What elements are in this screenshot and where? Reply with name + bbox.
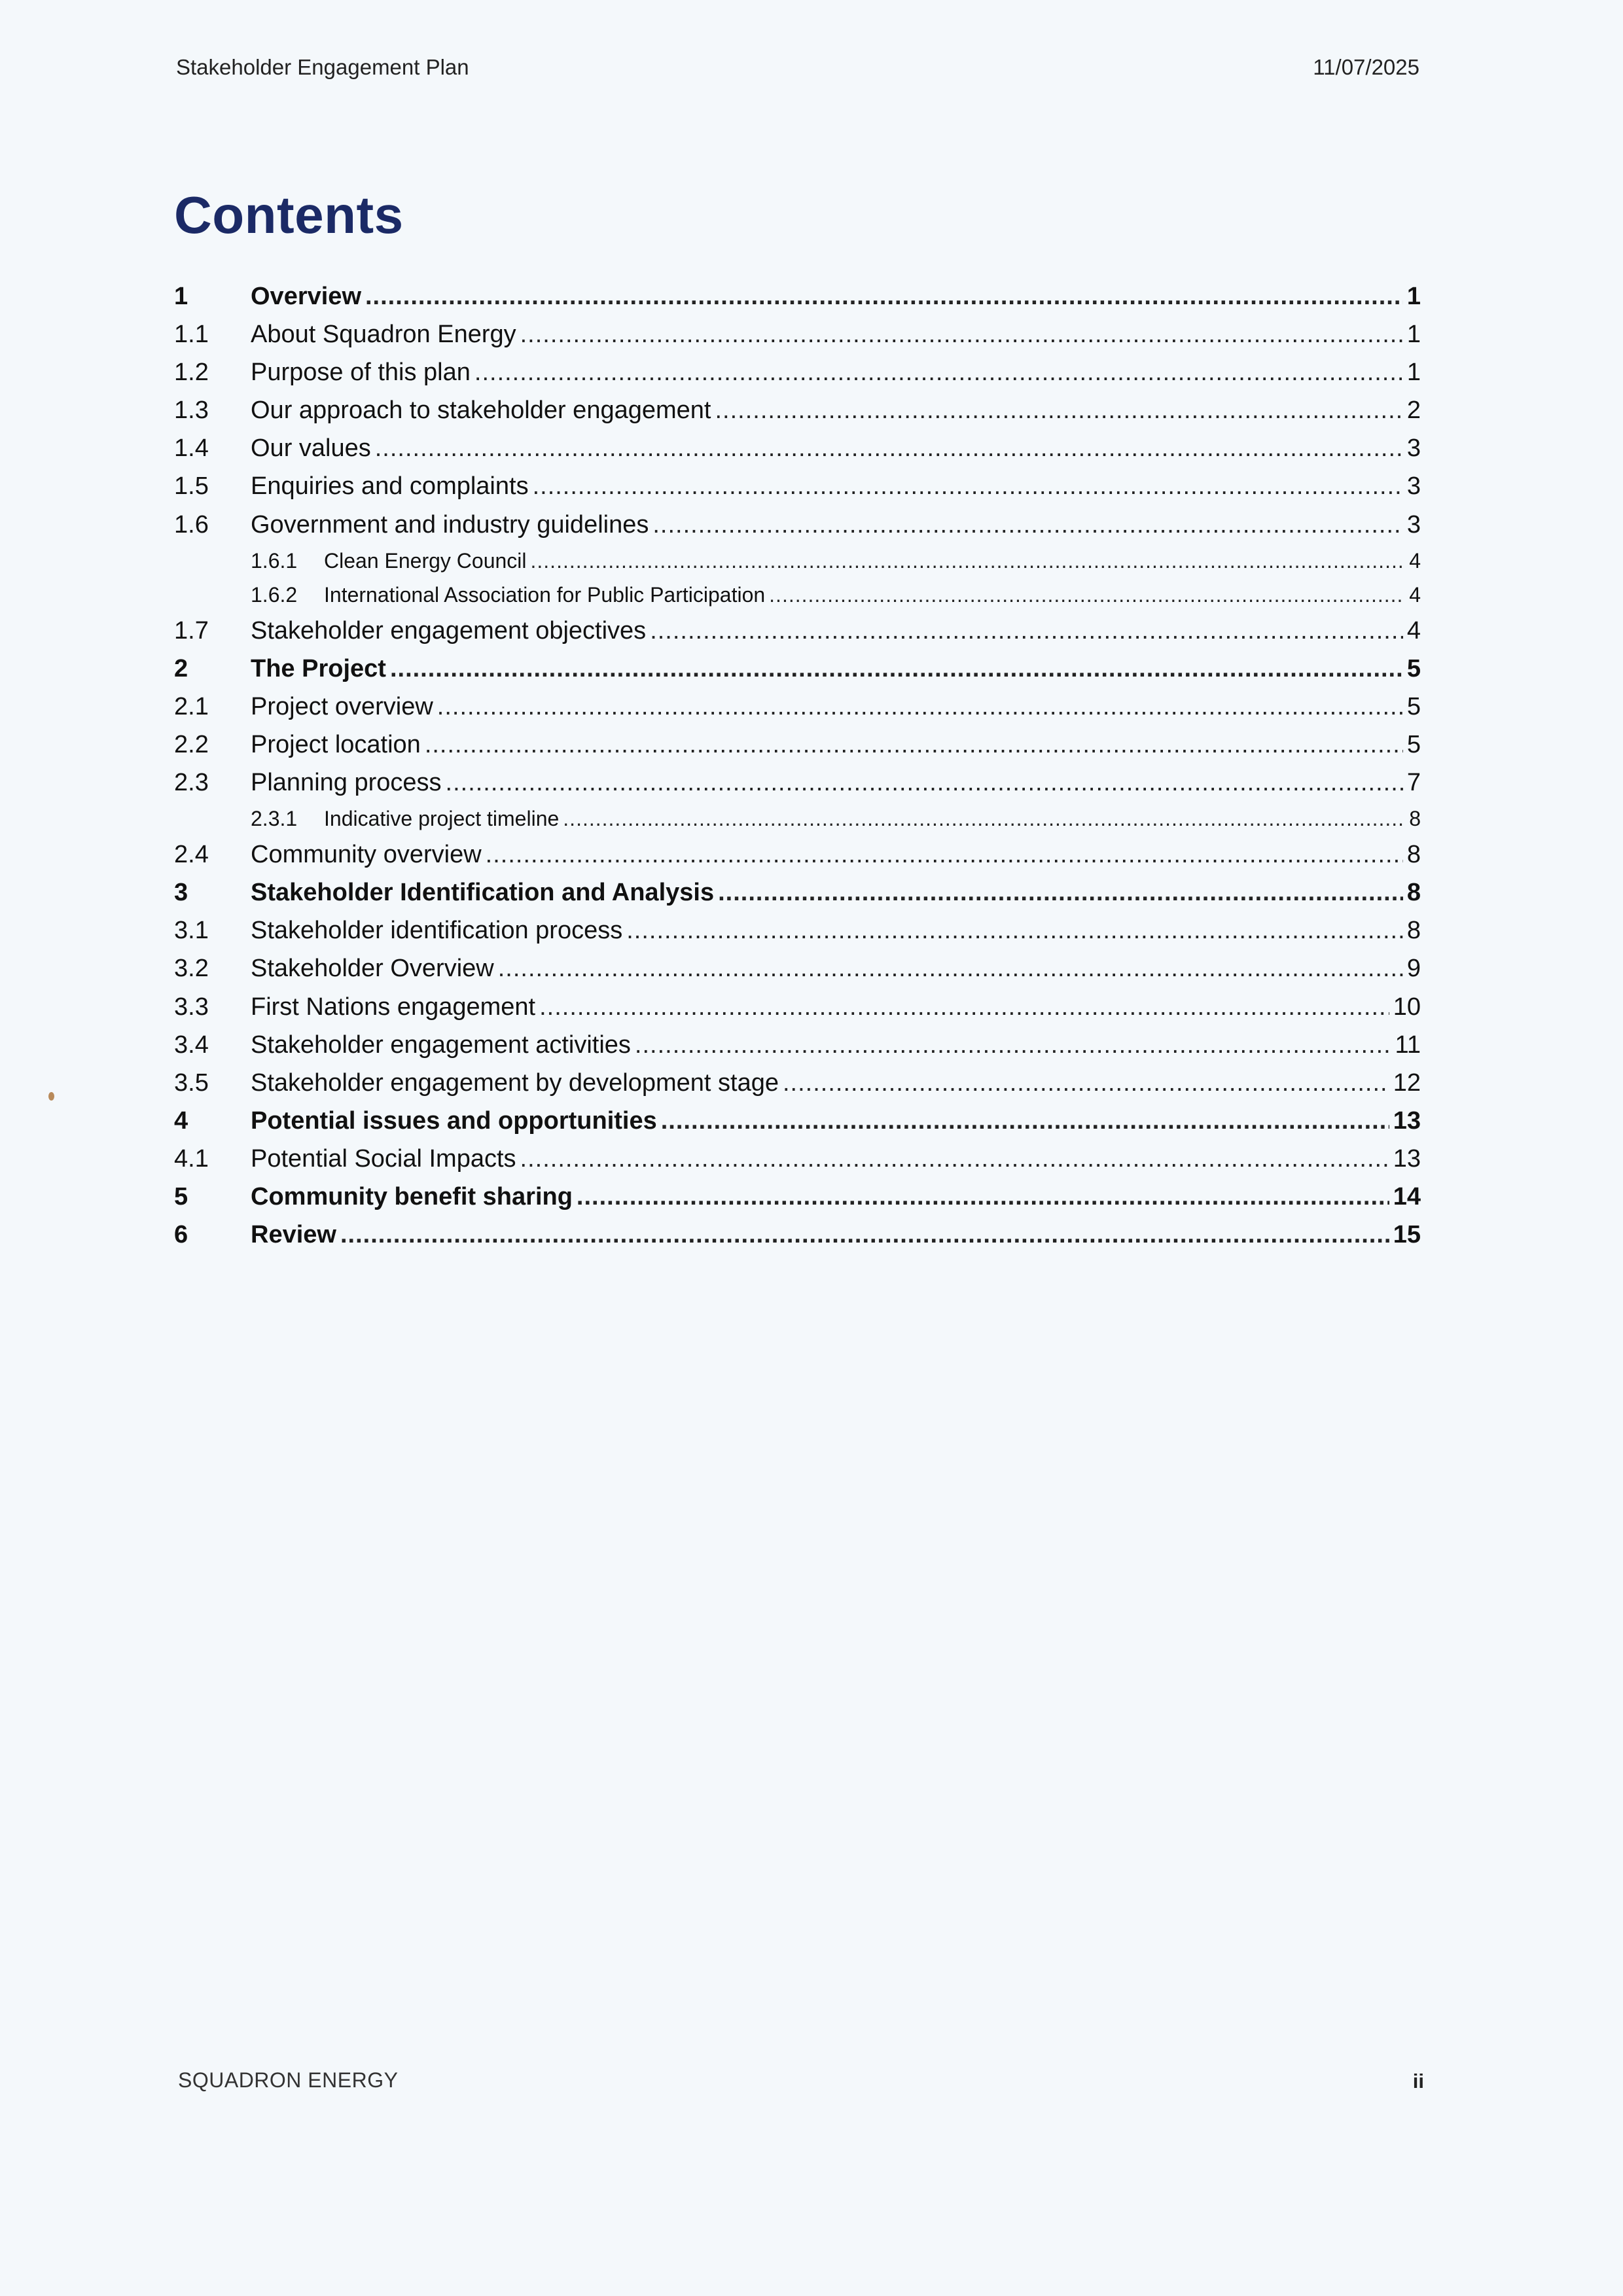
toc-dot-leader (425, 731, 1403, 759)
toc-entry-number: 1.2 (174, 359, 209, 387)
toc-entry[interactable] (174, 731, 1421, 769)
toc-entry[interactable] (174, 549, 1421, 583)
toc-dot-leader (650, 617, 1403, 645)
toc-entry[interactable] (174, 1031, 1421, 1069)
toc-entry-number: 1.6.1 (251, 548, 298, 573)
toc-entry-label: Overview (251, 283, 361, 310)
toc-dot-leader (635, 1031, 1391, 1059)
toc-entry-page-number: 4 (1409, 582, 1421, 607)
toc-entry-label: Government and industry guidelines (251, 510, 649, 539)
header-date: 11/07/2025 (1313, 55, 1419, 79)
toc-entry-label: Community overview (251, 841, 482, 869)
toc-entry-number: 4.1 (174, 1144, 209, 1173)
toc-entry-page-number: 8 (1406, 917, 1421, 945)
toc-dot-leader (539, 993, 1389, 1021)
toc-entry[interactable] (174, 993, 1421, 1031)
toc-entry-number: 2.1 (174, 692, 209, 720)
toc-entry-page-number: 2 (1406, 397, 1421, 425)
toc-entry-page-number: 5 (1406, 692, 1421, 720)
toc-dot-leader (446, 769, 1403, 797)
toc-entry-label: Stakeholder engagement objectives (251, 616, 647, 645)
toc-entry-label: Stakeholder Identification and Analysis (251, 879, 715, 907)
toc-entry-label: Our approach to stakeholder engagement (251, 397, 711, 425)
toc-entry-number: 5 (174, 1182, 188, 1210)
toc-entry[interactable] (174, 655, 1421, 693)
toc-entry[interactable] (174, 917, 1421, 955)
toc-entry-label: Stakeholder engagement activities (251, 1031, 631, 1059)
toc-entry-label: Potential issues and opportunities (251, 1106, 657, 1135)
toc-entry[interactable] (174, 841, 1421, 879)
toc-entry-page-number: 7 (1406, 769, 1421, 797)
toc-entry[interactable] (174, 434, 1421, 472)
toc-entry[interactable] (174, 1221, 1421, 1259)
toc-entry-number: 6 (174, 1221, 188, 1249)
toc-entry-page-number: 13 (1393, 1106, 1421, 1135)
toc-entry-label: International Association for Public Participation (324, 582, 766, 607)
toc-entry-page-number: 1 (1406, 359, 1421, 387)
toc-dot-leader (365, 283, 1403, 311)
toc-entry-label: Planning process (251, 769, 442, 797)
toc-entry-page-number: 8 (1409, 807, 1421, 831)
toc-dot-leader (486, 841, 1403, 869)
toc-dot-leader (715, 397, 1402, 425)
toc-entry-page-number: 4 (1406, 616, 1421, 645)
toc-entry-number: 3.4 (174, 1031, 209, 1059)
toc-entry-page-number: 10 (1393, 993, 1421, 1021)
toc-entry-number: 1.4 (174, 434, 209, 463)
toc-entry-label: Indicative project timeline (324, 807, 560, 831)
toc-entry-label: Project location (251, 730, 421, 758)
toc-entry-label: Stakeholder Overview (251, 955, 494, 983)
toc-dot-leader (437, 693, 1403, 721)
toc-entry-label: First Nations engagement (251, 993, 536, 1021)
toc-entry-number: 1.5 (174, 472, 209, 501)
toc-entry-number: 1.6 (174, 510, 209, 539)
toc-dot-leader (340, 1221, 1389, 1249)
toc-entry-label: Project overview (251, 692, 433, 720)
toc-entry-label: Potential Social Impacts (251, 1144, 516, 1173)
toc-entry-number: 2.3.1 (251, 807, 298, 831)
toc-entry-number: 3.5 (174, 1069, 209, 1097)
toc-dot-leader (783, 1069, 1389, 1097)
toc-entry-page-number: 15 (1393, 1221, 1421, 1249)
toc-entry[interactable] (174, 283, 1421, 321)
footer-page-number: ii (1412, 2070, 1424, 2093)
toc-entry[interactable] (174, 1145, 1421, 1183)
toc-entry-number: 1.7 (174, 616, 209, 645)
toc-dot-leader (533, 472, 1403, 501)
toc-entry-label: Stakeholder engagement by development stage (251, 1069, 779, 1097)
toc-entry-number: 3.2 (174, 955, 209, 983)
toc-dot-leader (474, 359, 1403, 387)
toc-entry-label: The Project (251, 654, 386, 682)
toc-entry-label: Stakeholder identification process (251, 917, 623, 945)
toc-entry-label: About Squadron Energy (251, 321, 516, 349)
toc-entry[interactable] (174, 807, 1421, 841)
toc-dot-leader (498, 955, 1403, 983)
toc-entry[interactable] (174, 359, 1421, 397)
toc-dot-leader (520, 1145, 1389, 1173)
toc-entry-number: 1 (174, 283, 188, 310)
toc-entry-label: Clean Energy Council (324, 548, 527, 573)
toc-entry[interactable] (174, 583, 1421, 617)
toc-entry[interactable] (174, 693, 1421, 731)
contents-heading: Contents (174, 186, 404, 244)
toc-entry[interactable] (174, 1069, 1421, 1107)
toc-dot-leader (626, 917, 1403, 945)
toc-entry-number: 3 (174, 879, 188, 907)
toc-entry-number: 3.1 (174, 917, 209, 945)
toc-entry-number: 2 (174, 654, 188, 682)
toc-entry[interactable] (174, 321, 1421, 359)
toc-entry-page-number: 3 (1406, 510, 1421, 539)
toc-dot-leader (375, 434, 1403, 463)
toc-entry-label: Review (251, 1221, 336, 1249)
toc-entry-page-number: 9 (1406, 955, 1421, 983)
toc-entry-page-number: 4 (1409, 548, 1421, 573)
toc-entry-page-number: 3 (1406, 434, 1421, 463)
toc-dot-leader (390, 655, 1403, 683)
toc-entry-number: 2.3 (174, 769, 209, 797)
toc-entry-number: 1.3 (174, 397, 209, 425)
toc-entry-label: Our values (251, 434, 371, 463)
toc-entry-label: Purpose of this plan (251, 359, 471, 387)
toc-entry-page-number: 5 (1406, 730, 1421, 758)
toc-entry-number: 4 (174, 1106, 188, 1135)
toc-entry-label: Enquiries and complaints (251, 472, 529, 501)
toc-entry-page-number: 14 (1393, 1182, 1421, 1210)
toc-entry-page-number: 1 (1406, 283, 1421, 310)
toc-entry-page-number: 8 (1406, 841, 1421, 869)
toc-dot-leader (577, 1183, 1389, 1211)
toc-entry-page-number: 8 (1406, 879, 1421, 907)
toc-entry[interactable] (174, 511, 1421, 549)
toc-entry-page-number: 12 (1393, 1069, 1421, 1097)
toc-entry[interactable] (174, 879, 1421, 917)
toc-entry[interactable] (174, 472, 1421, 510)
toc-entry-page-number: 5 (1406, 654, 1421, 682)
toc-entry-number: 2.4 (174, 841, 209, 869)
toc-entry-number: 2.2 (174, 730, 209, 758)
toc-entry[interactable] (174, 617, 1421, 655)
toc-entry-number: 1.1 (174, 321, 209, 349)
footer-company-name: SQUADRON ENERGY (178, 2068, 399, 2092)
toc-entry[interactable] (174, 1183, 1421, 1221)
toc-entry[interactable] (174, 769, 1421, 807)
header-document-title: Stakeholder Engagement Plan (176, 55, 469, 79)
toc-entry-page-number: 3 (1406, 472, 1421, 501)
toc-entry[interactable] (174, 397, 1421, 434)
toc-dot-leader (520, 321, 1403, 349)
toc-entry-page-number: 11 (1395, 1031, 1421, 1059)
toc-entry[interactable] (174, 1107, 1421, 1145)
toc-entry-label: Community benefit sharing (251, 1182, 573, 1210)
toc-entry-number: 1.6.2 (251, 582, 298, 607)
toc-dot-leader (531, 549, 1406, 573)
toc-entry[interactable] (174, 955, 1421, 993)
toc-entry-number: 3.3 (174, 993, 209, 1021)
scan-speck-mark (48, 1092, 54, 1101)
table-of-contents (174, 283, 1421, 1259)
toc-entry-page-number: 1 (1406, 321, 1421, 349)
toc-dot-leader (652, 511, 1403, 539)
toc-entry-page-number: 13 (1393, 1144, 1421, 1173)
toc-dot-leader (563, 807, 1405, 831)
toc-dot-leader (661, 1107, 1389, 1135)
toc-dot-leader (718, 879, 1403, 907)
toc-dot-leader (769, 583, 1405, 607)
